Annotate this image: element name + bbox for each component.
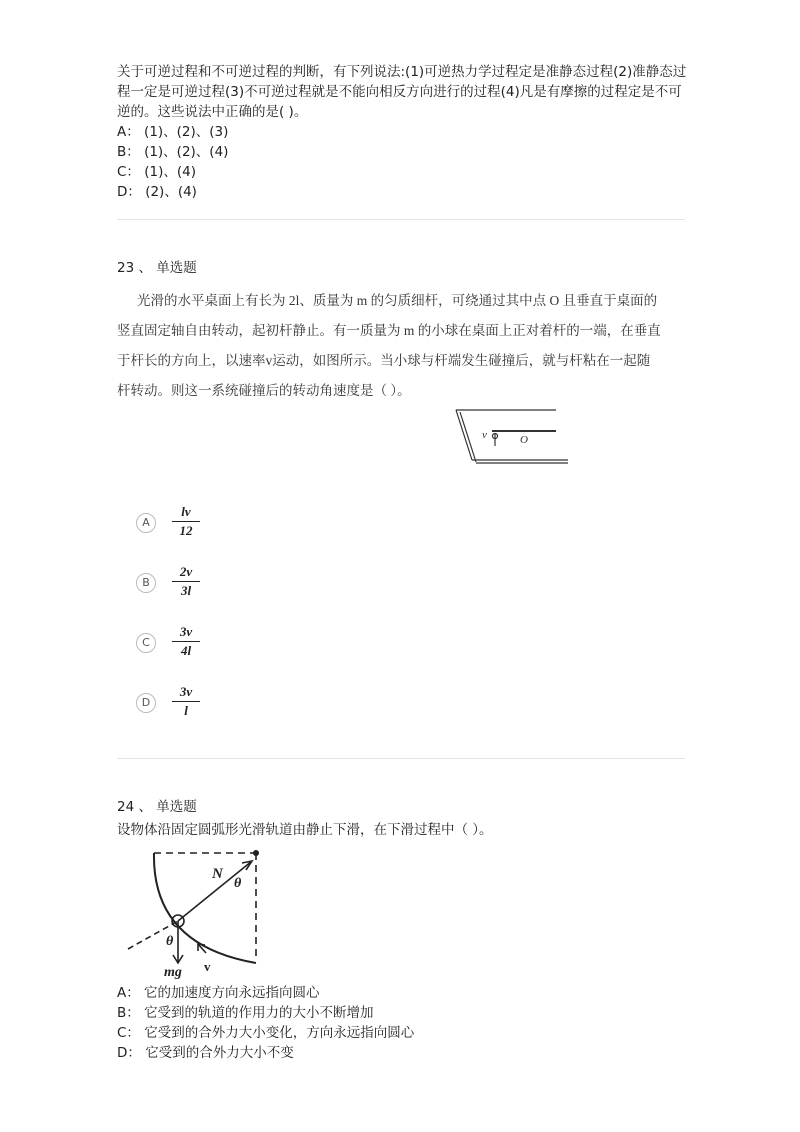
option-d-formula — [172, 685, 200, 718]
option-text: (1)、(2)、(3) — [144, 124, 229, 140]
q24-option-d[interactable] — [117, 1043, 294, 1063]
q24-option-b[interactable] — [117, 1003, 374, 1023]
v-label: v — [204, 959, 211, 974]
option-text: (1)、(4) — [144, 164, 196, 180]
n-label: N — [212, 866, 223, 882]
q23-stem-line: 于杆长的方向上，以速率v运动，如图所示。当小球与杆端发生碰撞后，就与杆粘在一起随 — [117, 353, 651, 368]
option-b-formula — [172, 565, 200, 598]
option-text: (2)、(4) — [145, 184, 197, 200]
o-label: O — [520, 434, 528, 446]
q24-option-a[interactable] — [117, 983, 320, 1003]
option-key: A： — [117, 985, 140, 1001]
q22-option-c[interactable] — [117, 162, 196, 182]
option-c-formula — [172, 625, 200, 658]
table-edge — [456, 410, 472, 460]
denominator: 12 — [179, 523, 193, 538]
q22-option-d[interactable] — [117, 182, 197, 202]
numerator: lv — [172, 505, 200, 522]
q24-stem: 设物体沿固定圆弧形光滑轨道由静止下滑，在下滑过程中（ ）。 — [117, 822, 493, 838]
option-key: B： — [117, 1005, 140, 1021]
center-point — [253, 850, 259, 856]
option-key: C： — [117, 1025, 140, 1041]
option-text: 它受到的合外力大小变化，方向永远指向圆心 — [144, 1025, 415, 1041]
q22-stem: 关于可逆过程和不可逆过程的判断，有下列说法:(1)可逆热力学过程定是准静态过程(2)准静态过程一定是可逆过程(3)不可逆过程就是不能向相反方向进行的过程(4)凡是有摩擦的过程定是不可逆的。这些说法中正确的是( )。 — [117, 64, 687, 120]
denominator: l — [184, 703, 188, 718]
option-key: A： — [117, 124, 140, 140]
option-d-radio[interactable]: D — [136, 693, 156, 713]
table-edge — [460, 412, 476, 462]
numerator: 3v — [172, 685, 200, 702]
option-key: D： — [117, 184, 141, 200]
option-a-formula — [172, 505, 200, 538]
v-label: v — [482, 429, 487, 441]
option-text: (1)、(2)、(4) — [144, 144, 229, 160]
theta-bottom-label: θ — [166, 934, 174, 949]
option-a-radio[interactable]: A — [136, 513, 156, 533]
q23-stem-line: 竖直固定轴自由转动，起初杆静止。有一质量为 m 的小球在桌面上正对着杆的一端，在垂直 — [117, 323, 661, 338]
q23-figure — [446, 402, 576, 468]
denominator: 4l — [180, 643, 192, 658]
q24-header: 24 、 单选题 — [117, 799, 197, 815]
divider — [117, 758, 685, 759]
q22-option-b[interactable] — [117, 142, 228, 162]
option-text: 它受到的轨道的作用力的大小不断增加 — [144, 1005, 374, 1021]
option-c-radio[interactable]: C — [136, 633, 156, 653]
option-key: D： — [117, 1045, 141, 1061]
option-key: C： — [117, 164, 140, 180]
q22-option-a[interactable] — [117, 122, 228, 142]
q24-option-c[interactable] — [117, 1023, 414, 1043]
q23-stem-line: 杆转动。则这一系统碰撞后的转动角速度是（ ）。 — [117, 383, 411, 398]
option-key: B： — [117, 144, 140, 160]
denominator: 3l — [180, 583, 192, 598]
mg-label: mg — [164, 965, 182, 980]
option-text: 它受到的合外力大小不变 — [145, 1045, 294, 1061]
q23-stem-line: 光滑的水平桌面上有长为 2l、质量为 m 的匀质细杆，可绕通过其中点 O 且垂直于桌面的 — [137, 293, 658, 308]
option-text: 它的加速度方向永远指向圆心 — [144, 985, 320, 1001]
divider — [117, 219, 685, 220]
theta-top-label: θ — [234, 876, 242, 891]
q23-header: 23 、 单选题 — [117, 260, 197, 276]
numerator: 2v — [172, 565, 200, 582]
q24-figure — [118, 845, 278, 980]
numerator: 3v — [172, 625, 200, 642]
option-b-radio[interactable]: B — [136, 573, 156, 593]
